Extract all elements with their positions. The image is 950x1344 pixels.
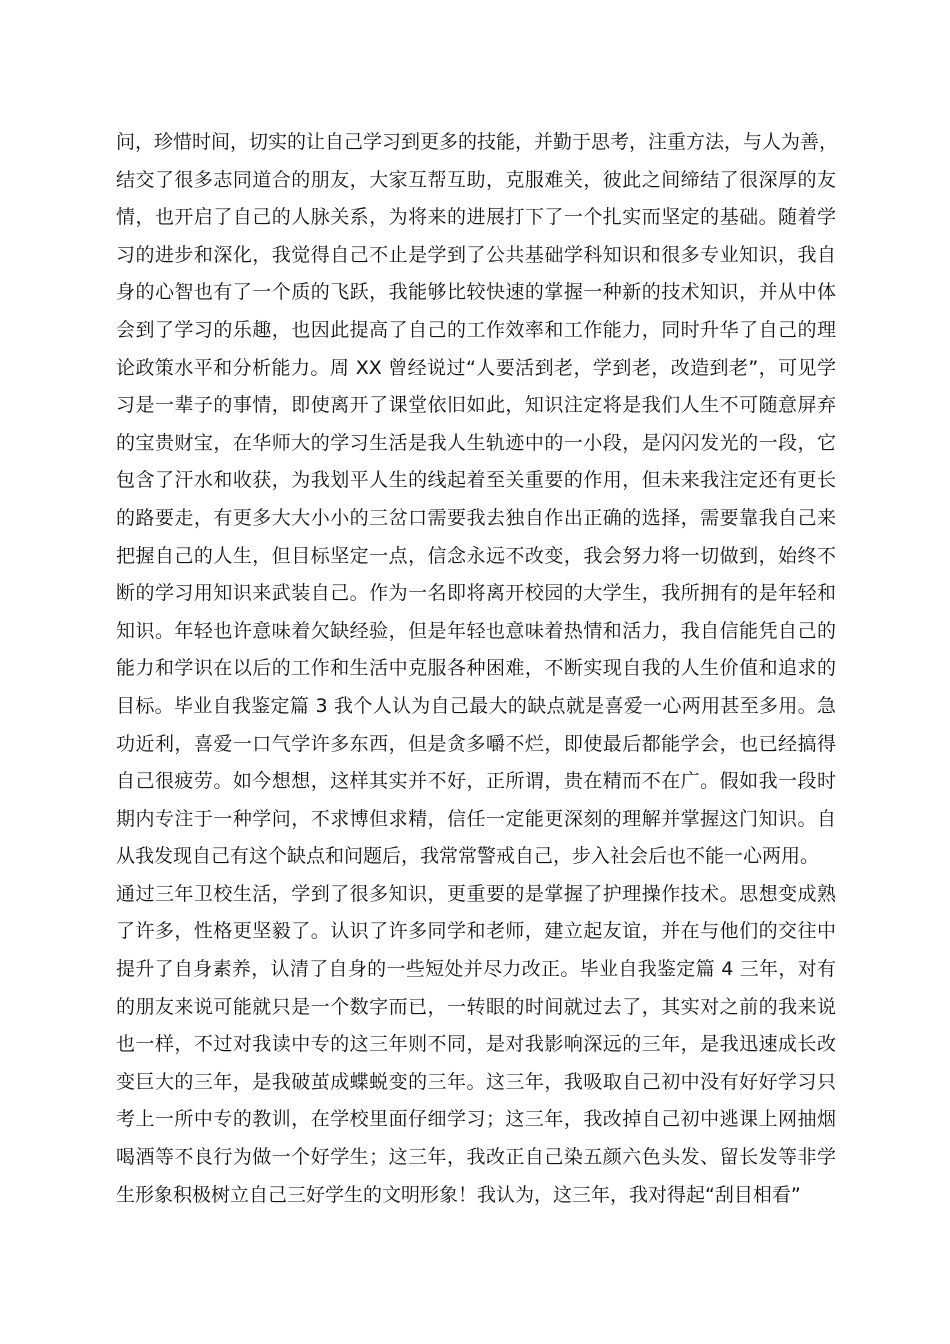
text-line: 从我发现自己有这个缺点和问题后，我常常警戒自己，步入社会后也不能一心两用。 bbox=[116, 845, 820, 868]
text-line: 身的心智也有了一个质的飞跃，我能够比较快速的掌握一种新的技术知识，并从中体 bbox=[116, 281, 836, 304]
text-line: 的路要走，有更多大大小小的三岔口需要我去独自作出正确的选择，需要靠我自己来 bbox=[116, 506, 836, 529]
text-line: 问，珍惜时间，切实的让自己学习到更多的技能，并勤于思考，注重方法，与人为善， bbox=[116, 131, 839, 153]
text-line: 喝酒等不良行为做一个好学生；这三年，我改正自己染五颜六色头发、留长发等非学 bbox=[116, 1146, 836, 1169]
text-line: 期内专注于一种学问，不求博但求精，信任一定能更深刻的理解并掌握这门知识。自 bbox=[116, 807, 836, 830]
text-line: 包含了汗水和收获，为我划平人生的线起着至关重要的作用，但未来我注定还有更长 bbox=[116, 469, 836, 492]
text-line: 功近利，喜爱一口气学许多东西，但是贪多嚼不烂，即使最后都能学会，也已经搞得 bbox=[116, 732, 836, 755]
text-line: 目标。毕业自我鉴定篇 3 我个人认为自己最大的缺点就是喜爱一心两用甚至多用。急 bbox=[116, 694, 836, 717]
text-line: 变巨大的三年，是我破茧成蝶蜕变的三年。这三年，我吸取自己初中没有好好学习只 bbox=[116, 1070, 836, 1093]
text-line: 断的学习用知识来武装自己。作为一名即将离开校园的大学生，我所拥有的是年轻和 bbox=[116, 582, 836, 605]
text-line: 的朋友来说可能就只是一个数字而已，一转眼的时间就过去了，其实对之前的我来说 bbox=[116, 995, 836, 1018]
text-line: 知识。年轻也许意味着欠缺经验，但是年轻也意味着热情和活力，我自信能凭自己的 bbox=[116, 619, 836, 642]
text-line: 把握自己的人生，但目标坚定一点，信念永远不改变，我会努力将一切做到，始终不 bbox=[116, 544, 836, 567]
text-line: 考上一所中专的教训，在学校里面仔细学习；这三年，我改掉自己初中逃课上网抽烟 bbox=[116, 1108, 836, 1131]
text-line: 论政策水平和分析能力。周 XX 曾经说过“人要活到老，学到老，改造到老”，可见学 bbox=[116, 356, 836, 379]
text-line: 习是一辈子的事情，即使离开了课堂依旧如此，知识注定将是我们人生不可随意屏弃 bbox=[116, 394, 836, 417]
text-line: 自己很疲劳。如今想想，这样其实并不好，正所谓，贵在精而不在广。假如我一段时 bbox=[116, 770, 836, 793]
text-line: 的宝贵财宝，在华师大的学习生活是我人生轨迹中的一小段，是闪闪发光的一段，它 bbox=[116, 431, 836, 454]
text-line: 也一样，不过对我读中专的这三年则不同，是对我影响深远的三年，是我迅速成长改 bbox=[116, 1033, 836, 1056]
text-line: 会到了学习的乐趣，也因此提高了自己的工作效率和工作能力，同时升华了自己的理 bbox=[116, 318, 836, 341]
text-line: 能力和学识在以后的工作和生活中克服各种困难，不断实现自我的人生价值和追求的 bbox=[116, 657, 836, 680]
text-line: 了许多，性格更坚毅了。认识了许多同学和老师，建立起友谊，并在与他们的交往中 bbox=[116, 920, 836, 943]
text-line: 通过三年卫校生活，学到了很多知识，更重要的是掌握了护理操作技术。思想变成熟 bbox=[116, 882, 836, 905]
text-line: 情，也开启了自己的人脉关系，为将来的进展打下了一个扎实而坚定的基础。随着学 bbox=[116, 206, 836, 229]
text-line: 提升了自身素养，认清了自身的一些短处并尽力改正。毕业自我鉴定篇 4 三年，对有 bbox=[116, 958, 836, 981]
body-text bbox=[116, 124, 839, 1214]
text-line: 生形象积极树立自己三好学生的文明形象！我认为，这三年，我对得起“刮目相看” bbox=[116, 1183, 801, 1206]
text-line: 习的进步和深化，我觉得自己不止是学到了公共基础学科知识和很多专业知识，我自 bbox=[116, 243, 836, 266]
text-line: 结交了很多志同道合的朋友，大家互帮互助，克服难关，彼此之间缔结了很深厚的友 bbox=[116, 168, 836, 191]
